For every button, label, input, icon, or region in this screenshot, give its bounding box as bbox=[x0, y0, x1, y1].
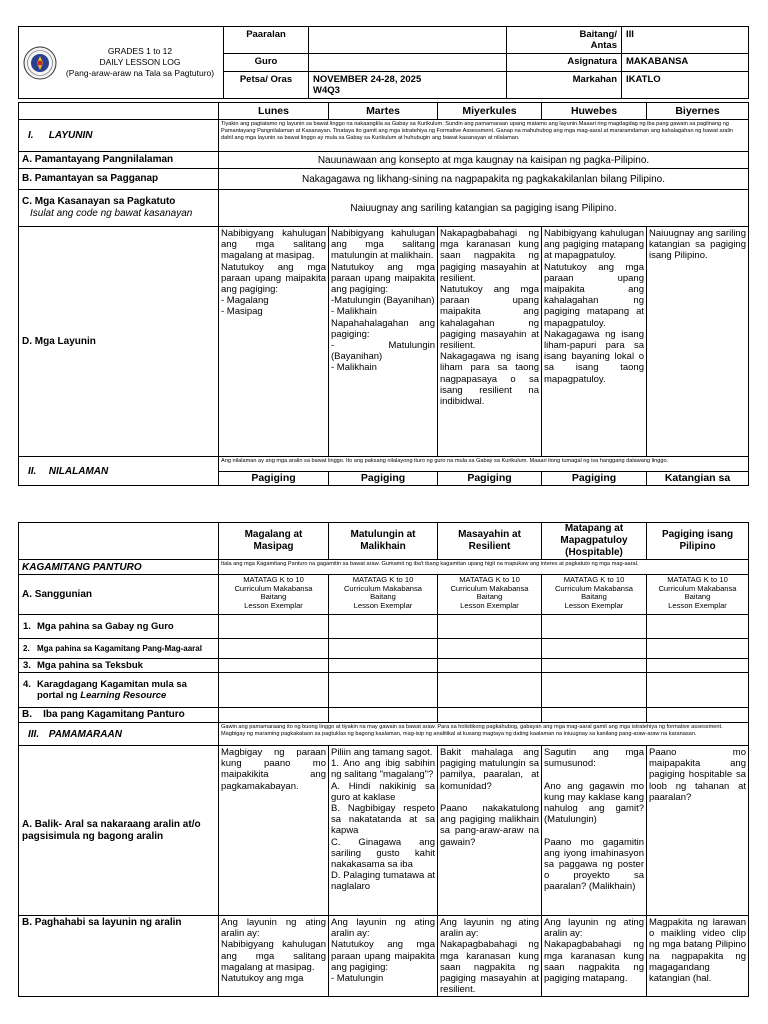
nilalaman-cell-biyernes: Katangian sa bbox=[647, 472, 749, 486]
teksbuk-cell-lunes bbox=[219, 659, 329, 673]
gabay-guro-cell-biyernes bbox=[647, 615, 749, 639]
sanggunian-cell-biyernes: MATATAG K to 10 Curriculum Makabansa Baitang Lesson Exemplar bbox=[647, 575, 749, 615]
iba-pang-cell-biyernes bbox=[647, 708, 749, 723]
layunin-cell-biyernes: Naiuugnay ang sariling katangian sa pagiging isang Pilipino. bbox=[647, 227, 749, 457]
karagdagang-cell-huwebes bbox=[542, 673, 647, 708]
gabay-guro-num: 1. bbox=[23, 621, 31, 632]
nilalaman-cell-lunes: Pagiging bbox=[219, 472, 329, 486]
kagamitang-panturo-title: KAGAMITANG PANTURO bbox=[22, 561, 142, 573]
pamamaraan-title: PAMAMARAAN bbox=[48, 728, 122, 740]
kagamitang-mag-aaral-cell-biyernes bbox=[647, 639, 749, 659]
nilalaman-cell-miyerkules: Pagiging bbox=[438, 472, 542, 486]
kagamitang-mag-aaral-cell-martes bbox=[329, 639, 438, 659]
nilalaman-section-label bbox=[19, 457, 219, 486]
sanggunian-cell-martes: MATATAG K to 10 Curriculum Makabansa Baitang Lesson Exemplar bbox=[329, 575, 438, 615]
school-info bbox=[61, 46, 219, 79]
day-header-miyerkules: Miyerkules bbox=[438, 103, 542, 120]
paaralan-value[interactable] bbox=[309, 27, 507, 54]
paaralan-label: Paaralan bbox=[224, 27, 309, 54]
teksbuk-cell-huwebes bbox=[542, 659, 647, 673]
markahan-value[interactable]: IKATLO bbox=[622, 72, 749, 99]
layunin-numeral: I. bbox=[28, 130, 34, 141]
pamantayan-sa-pagganap-value: Nakagagawa ng likhang-sining na nagpapakita ng pagkakakilanlan bilang Pilipino. bbox=[219, 169, 749, 190]
kasanayan-sublabel: Isulat ang code ng bawat kasanayan bbox=[30, 208, 193, 219]
kasanayan-title: C. Mga Kasanayan sa Pagkatuto bbox=[22, 196, 176, 207]
sanggunian-label: A. Sanggunian bbox=[19, 575, 219, 615]
layunin-cell-miyerkules: Nakapagbabahagi ng mga karanasan kung saan nagpakita ng pagiging masayahin at resilient. Natutukoy ang mga paraan upang maipakita ang kahalagahan ng pagiging masayahin at resilient. Nakagagawa ng isang liham para sa taong nagpapasaya o sa isang resilient na indibidwal. bbox=[438, 227, 542, 457]
baitang-value[interactable]: III bbox=[622, 27, 749, 54]
paghahabi-cell-martes: Ang layunin ng ating aralin ay: Natutukoy ang mga paraan upang maipakita ang pagiging: - Matulungin bbox=[329, 916, 438, 997]
gabay-guro-label bbox=[19, 615, 219, 639]
day-header-biyernes: Biyernes bbox=[647, 103, 749, 120]
header-logo-cell bbox=[19, 27, 224, 99]
karagdagang-cell-biyernes bbox=[647, 673, 749, 708]
teksbuk-text: Mga pahina sa Teksbuk bbox=[37, 660, 143, 671]
layunin-note: Tiyakin ang pagtatamo ng layunin sa bawat linggo na nakaangkla sa Gabay sa Kurikulum. Sundin ang pamamaraan upang matamo ang layunin.Maaari ring magdagdag ng iba pang gawain sa paglinang ng Pamantayang Pangnilalaman at Kasanayan. Tinataya ito gamit ang mga istratehiya ng Formative Assessment. Ganap na mahuhubog ang mga mag-aaral at mararamdaman ang kahalagahan ng bawat aralin dahil ang mga layunin sa bawat linggo ay mula sa Gabay sa Kurikulum at huhubugin ang bawat kasanayan at nilalaman. bbox=[219, 120, 749, 152]
teksbuk-num: 3. bbox=[23, 660, 31, 671]
nilalaman-cell-martes: Pagiging bbox=[329, 472, 438, 486]
karagdagang-kagamitan-label bbox=[19, 673, 219, 708]
karagdagang-text-em: Learning Resource bbox=[80, 690, 167, 701]
nilalaman-title: NILALAMAN bbox=[48, 465, 109, 477]
kasanayan-value: Naiuugnay ang sariling katangian sa pagiging isang Pilipino. bbox=[219, 190, 749, 227]
nilalaman-numeral: II. bbox=[28, 465, 37, 477]
school-info-title: DAILY LESSON LOG bbox=[99, 57, 181, 67]
paghahabi-cell-lunes: Ang layunin ng ating aralin ay: Nabibigyang kahulugan ang mga salitang magalang at masipag. Natutukoy ang mga bbox=[219, 916, 329, 997]
day-header-huwebes: Huwebes bbox=[542, 103, 647, 120]
asignatura-value[interactable]: MAKABANSA bbox=[622, 54, 749, 72]
pamantayan-sa-pagganap-label: B. Pamantayan sa Pagganap bbox=[19, 169, 219, 190]
iba-pang-cell-miyerkules bbox=[438, 708, 542, 723]
school-info-grades: GRADES 1 to 12 bbox=[107, 46, 173, 56]
balik-aral-cell-miyerkules: Bakit mahalaga ang pagiging matulungin sa pamilya, paaralan, at komunidad? Paano nakakatulong ang pagiging malikhain sa pang-araw-araw na gawain? bbox=[438, 746, 542, 916]
header-table bbox=[18, 26, 749, 99]
kasanayan-label bbox=[19, 190, 219, 227]
lesson-table-part1 bbox=[18, 102, 749, 486]
layunin-section-label bbox=[19, 120, 219, 152]
teksbuk-cell-martes bbox=[329, 659, 438, 673]
deped-seal-icon bbox=[23, 46, 57, 80]
lesson-table-part2 bbox=[18, 522, 749, 997]
school-info-subtitle: (Pang-araw-araw na Tala sa Pagtuturo) bbox=[65, 68, 215, 78]
balik-aral-cell-biyernes: Paano mo maipapakita ang pagiging hospitable sa loob ng tahanan at paaralan? bbox=[647, 746, 749, 916]
petsa-label: Petsa/ Oras bbox=[224, 72, 309, 99]
guro-value[interactable] bbox=[309, 54, 507, 72]
kagamitang-mag-aaral-cell-lunes bbox=[219, 639, 329, 659]
karagdagang-cell-lunes bbox=[219, 673, 329, 708]
kagamitang-mag-aaral-label bbox=[19, 639, 219, 659]
topic-title-huwebes: Matapang at Mapagpatuloy (Hospitable) bbox=[542, 523, 647, 560]
teksbuk-cell-miyerkules bbox=[438, 659, 542, 673]
teksbuk-cell-biyernes bbox=[647, 659, 749, 673]
karagdagang-cell-miyerkules bbox=[438, 673, 542, 708]
asignatura-label: Asignatura bbox=[507, 54, 622, 72]
kagamitang-mag-aaral-num: 2. bbox=[23, 644, 30, 653]
pamamaraan-section-label bbox=[19, 723, 219, 746]
layunin-title: LAYUNIN bbox=[48, 130, 93, 141]
balik-aral-cell-lunes: Magbigay ng paraan kung paano mo maipakikita ang pagkamakabayan. bbox=[219, 746, 329, 916]
balik-aral-cell-huwebes: Sagutin ang mga sumusunod: Ano ang gagawin mo kung may kaklase kang nahulog ang gamit? (Matulungin) Paano mo gagamitin ang iyong imahinasyon sa paggawa ng poster o proyekto sa paaralan? (Malikhain) bbox=[542, 746, 647, 916]
gabay-guro-cell-miyerkules bbox=[438, 615, 542, 639]
sanggunian-cell-miyerkules: MATATAG K to 10 Curriculum Makabansa Baitang Lesson Exemplar bbox=[438, 575, 542, 615]
iba-pang-cell-lunes bbox=[219, 708, 329, 723]
pamamaraan-numeral: III. bbox=[28, 728, 40, 740]
day-header-lunes: Lunes bbox=[219, 103, 329, 120]
pamantayang-pangnilalaman-value: Nauunawaan ang konsepto at mga kaugnay na kaisipan ng pagka-Pilipino. bbox=[219, 152, 749, 169]
karagdagang-text: Karagdagang Kagamitan mula sa portal ng bbox=[37, 679, 187, 701]
baitang-label: Baitang/ Antas bbox=[507, 27, 622, 54]
balik-aral-cell-martes: Piliin ang tamang sagot. 1. Ano ang ibig sabihin ng salitang "magalang"? A. Hindi nakikinig sa guro at kaklase B. Nagbibigay respeto sa nakatatanda at sa kapwa C. Ginagawa ang sariling gusto kahit nakakasama sa iba D. Palaging tumatawa at naglalaro bbox=[329, 746, 438, 916]
sanggunian-cell-lunes: MATATAG K to 10 Curriculum Makabansa Baitang Lesson Exemplar bbox=[219, 575, 329, 615]
corner-cell-2 bbox=[19, 523, 219, 560]
iba-pang-cell-huwebes bbox=[542, 708, 647, 723]
gabay-guro-cell-lunes bbox=[219, 615, 329, 639]
layunin-cell-lunes: Nabibigyang kahulugan ang mga salitang magalang at masipag. Natutukoy ang mga paraan upang maipakita ang pagiging: - Magalang - Masipag bbox=[219, 227, 329, 457]
gabay-guro-text: Mga pahina sa Gabay ng Guro bbox=[37, 621, 174, 632]
kagamitang-panturo-note: Itala ang mga Kagamitang Panturo na gagamitin sa bawat araw. Gumamit ng iba't ibang kagamitan upang higit na mapukaw ang interes at pagkatuto ng mga mag-aaral. bbox=[219, 560, 749, 575]
karagdagang-num: 4. bbox=[23, 679, 31, 690]
day-header-martes: Martes bbox=[329, 103, 438, 120]
gabay-guro-cell-huwebes bbox=[542, 615, 647, 639]
topic-title-biyernes: Pagiging isang Pilipino bbox=[647, 523, 749, 560]
pamamaraan-note: Gawin ang pamamaraang ito ng buong linggo at tiyakin na may gawain sa bawat araw. Para sa holistikong pagkahubog, gabayan ang mga mag-aaral gamit ang mga istratehiya ng formative assessment. Magbigay ng maraming pagkakataon sa pagtuklas ng bagong kaalaman, mag-isip ng analitikal at kusang magtaya ng dating kaalaman na iniuugnay sa kanilang pang-araw-araw na karanasan. bbox=[219, 723, 749, 746]
paghahabi-label: B. Paghahabi sa layunin ng aralin bbox=[19, 916, 219, 997]
sanggunian-cell-huwebes: MATATAG K to 10 Curriculum Makabansa Baitang Lesson Exemplar bbox=[542, 575, 647, 615]
nilalaman-cell-huwebes: Pagiging bbox=[542, 472, 647, 486]
iba-pang-cell-martes bbox=[329, 708, 438, 723]
kagamitang-mag-aaral-text: Mga pahina sa Kagamitang Pang-Mag-aaral bbox=[37, 644, 202, 653]
topic-title-lunes: Magalang at Masipag bbox=[219, 523, 329, 560]
kagamitang-mag-aaral-cell-huwebes bbox=[542, 639, 647, 659]
karagdagang-cell-martes bbox=[329, 673, 438, 708]
pamantayang-pangnilalaman-label: A. Pamantayang Pangnilalaman bbox=[19, 152, 219, 169]
petsa-value[interactable]: NOVEMBER 24-28, 2025 W4Q3 bbox=[309, 72, 507, 99]
paghahabi-cell-huwebes: Ang layunin ng ating aralin ay: Nakapagbabahagi ng mga karanasan kung saan nagpakita ng pagiging matapang. bbox=[542, 916, 647, 997]
gabay-guro-cell-martes bbox=[329, 615, 438, 639]
teksbuk-label bbox=[19, 659, 219, 673]
kagamitang-panturo-label bbox=[19, 560, 219, 575]
guro-label: Guro bbox=[224, 54, 309, 72]
paghahabi-cell-biyernes: Magpakita ng larawan o maikling video clip ng mga batang Pilipino na nagpapakita ng magagandang katangian (hal. bbox=[647, 916, 749, 997]
iba-pang-kagamitan-label: B. Iba pang Kagamitang Panturo bbox=[19, 708, 219, 723]
nilalaman-note: Ang nilalaman ay ang mga aralin sa bawat linggo. Ito ang paksang nilalayong ituro ng guro na mula sa Gabay sa Kurikulum. Maaari itong tumagal ng isa hanggang dalawang linggo. bbox=[219, 457, 749, 472]
markahan-label: Markahan bbox=[507, 72, 622, 99]
topic-title-miyerkules: Masayahin at Resilient bbox=[438, 523, 542, 560]
balik-aral-label: A. Balik- Aral sa nakaraang aralin at/o pagsisimula ng bagong aralin bbox=[19, 746, 219, 916]
corner-cell bbox=[19, 103, 219, 120]
paghahabi-cell-miyerkules: Ang layunin ng ating aralin ay: Nakapagbabahagi ng mga karanasan kung saan nagpakita ng pagiging masayahin at resilient. bbox=[438, 916, 542, 997]
kagamitang-mag-aaral-cell-miyerkules bbox=[438, 639, 542, 659]
mga-layunin-label: D. Mga Layunin bbox=[19, 227, 219, 457]
topic-title-martes: Matulungin at Malikhain bbox=[329, 523, 438, 560]
layunin-cell-huwebes: Nabibigyang kahulugan ang pagiging matapang at mapagpatuloy. Natutukoy ang mga paraan upang maipakita ang kahalagahan ng pagiging matapang at mapagpatuloy. Nakagagawa ng isang liham-papuri para sa isang bayaning lokal o sa isang taong mapagpatuloy. bbox=[542, 227, 647, 457]
layunin-cell-martes: Nabibigyang kahulugan ang mga salitang matulungin at malikhain. Natutukoy ang mga paraan upang maipakita ang pagiging: -Matulungin (Bayanihan) - Malikhain Napahahalagahan ang pagiging: - Matulungin (Bayanihan) - Malikhain bbox=[329, 227, 438, 457]
